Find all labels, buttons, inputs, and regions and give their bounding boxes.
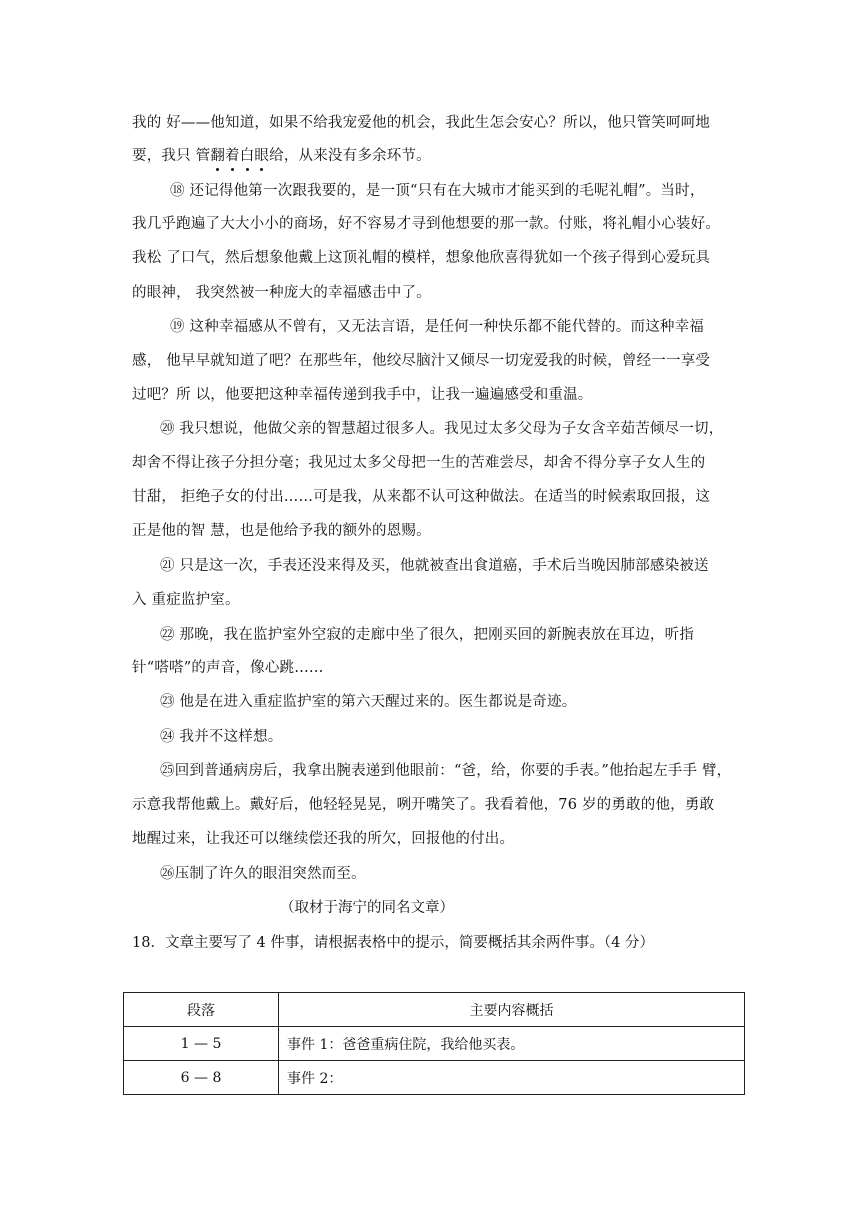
paragraph-25-start: ㉕回到普通病房后，我拿出腕表递到他眼前：“爸，给，你要的手表。”他抬起左手手 臂， bbox=[160, 763, 732, 779]
table-header-row bbox=[124, 993, 745, 1027]
text-line-emphasis bbox=[132, 146, 744, 166]
header-segment: 段落 bbox=[124, 993, 279, 1027]
emphasis-char: 眼 bbox=[254, 148, 270, 164]
text-line: 我几乎跑遍了大大小小的商场，好不容易才寻到他想要的那一款。付账，将礼帽小心装好。 bbox=[132, 216, 720, 232]
emphasis-char: 着 bbox=[225, 148, 240, 164]
paragraph-18-start: ⑱ 还记得他第一次跟我要的，是一顶“只有在大城市才能买到的毛呢礼帽”。当时， bbox=[170, 183, 705, 199]
text-line: 入 重症监护室。 bbox=[132, 592, 240, 608]
paragraph-19-start: ⑲ 这种幸福感从不曾有，又无法言语，是任何一种快乐都不能代替的。而这种幸福 bbox=[170, 319, 705, 335]
text-line: 针“嗒嗒”的声音，像心跳…… bbox=[132, 660, 324, 676]
emphasis-char: 翻 bbox=[210, 148, 226, 164]
summary-table bbox=[123, 992, 745, 1095]
text-line: 示意我帮他戴上。戴好后，他轻轻晃晃，咧开嘴笑了。我看着他，76 岁的勇敢的他，勇敢 bbox=[132, 797, 715, 813]
text-line: 却舍不得让孩子分担分毫；我见过太多父母把一生的苦难尝尽，却舍不得分享子女人生的 bbox=[132, 455, 706, 471]
text-line: 正是他的智 慧，也是他给予我的额外的恩赐。 bbox=[132, 523, 431, 539]
source-note: （取材于海宁的同名文章） bbox=[280, 900, 454, 916]
paragraph-21-start: ㉑ 只是这一次，手表还没来得及买，他就被查出食道癌，手术后当晚因肺部感染被送 bbox=[160, 558, 709, 574]
paragraph-23: ㉓ 他是在进入重症监护室的第六天醒过来的。医生都说是奇迹。 bbox=[160, 694, 577, 710]
text-fragment: 给，从来没有多余环节。 bbox=[269, 148, 431, 164]
cell-segment: 1 — 5 bbox=[124, 1027, 279, 1061]
text-line: 感， 他早早就知道了吧？在那些年，他绞尽脑汁又倾尽一切宠爱我的时候，曾经一一享受 bbox=[132, 353, 711, 369]
text-line: 过吧？所 以，他要把这种幸福传递到我手中，让我一遍遍感受和重温。 bbox=[132, 387, 593, 403]
table-row bbox=[124, 1027, 745, 1061]
cell-segment: 6 — 8 bbox=[124, 1061, 279, 1095]
paragraph-22-start: ㉒ 那晚，我在监护室外空寂的走廊中坐了很久，把刚买回的新腕表放在耳边，听指 bbox=[160, 627, 695, 643]
text-line: 我的 好——他知道，如果不给我宠爱他的机会，我此生怎会安心？所以，他只管笑呵呵地 bbox=[132, 115, 711, 131]
text-line: 地醒过来，让我还可以继续偿还我的所欠，回报他的付出。 bbox=[132, 831, 515, 847]
text-fragment: 要，我只 管 bbox=[132, 148, 211, 164]
text-line: 甘甜， 拒绝子女的付出……可是我，从来都不认可这种做法。在适当的时候索取回报，这 bbox=[132, 489, 711, 505]
emphasis-char: 白 bbox=[239, 148, 255, 164]
cell-summary: 事件 1：爸爸重病住院，我给他买表。 bbox=[279, 1027, 745, 1061]
text-line: 我松 了口气，然后想象他戴上这顶礼帽的模样，想象他欣喜得犹如一个孩子得到心爱玩具 bbox=[132, 250, 711, 266]
answer-field[interactable]: 事件 2： bbox=[279, 1061, 745, 1095]
header-summary: 主要内容概括 bbox=[279, 993, 745, 1027]
text-line: 的眼神， 我突然被一种庞大的幸福感击中了。 bbox=[132, 285, 431, 301]
question-18: 18．文章主要写了 4 件事，请根据表格中的提示，简要概括其余两件事。（4 分） bbox=[132, 935, 654, 951]
paragraph-24: ㉔ 我并不这样想。 bbox=[160, 729, 283, 745]
table-row bbox=[124, 1061, 745, 1095]
paragraph-26: ㉖压制了许久的眼泪突然而至。 bbox=[160, 866, 366, 882]
paragraph-20-start: ⑳ 我只想说，他做父亲的智慧超过很多人。我见过太多父母为子女含辛茹苦倾尽一切， bbox=[160, 421, 724, 437]
